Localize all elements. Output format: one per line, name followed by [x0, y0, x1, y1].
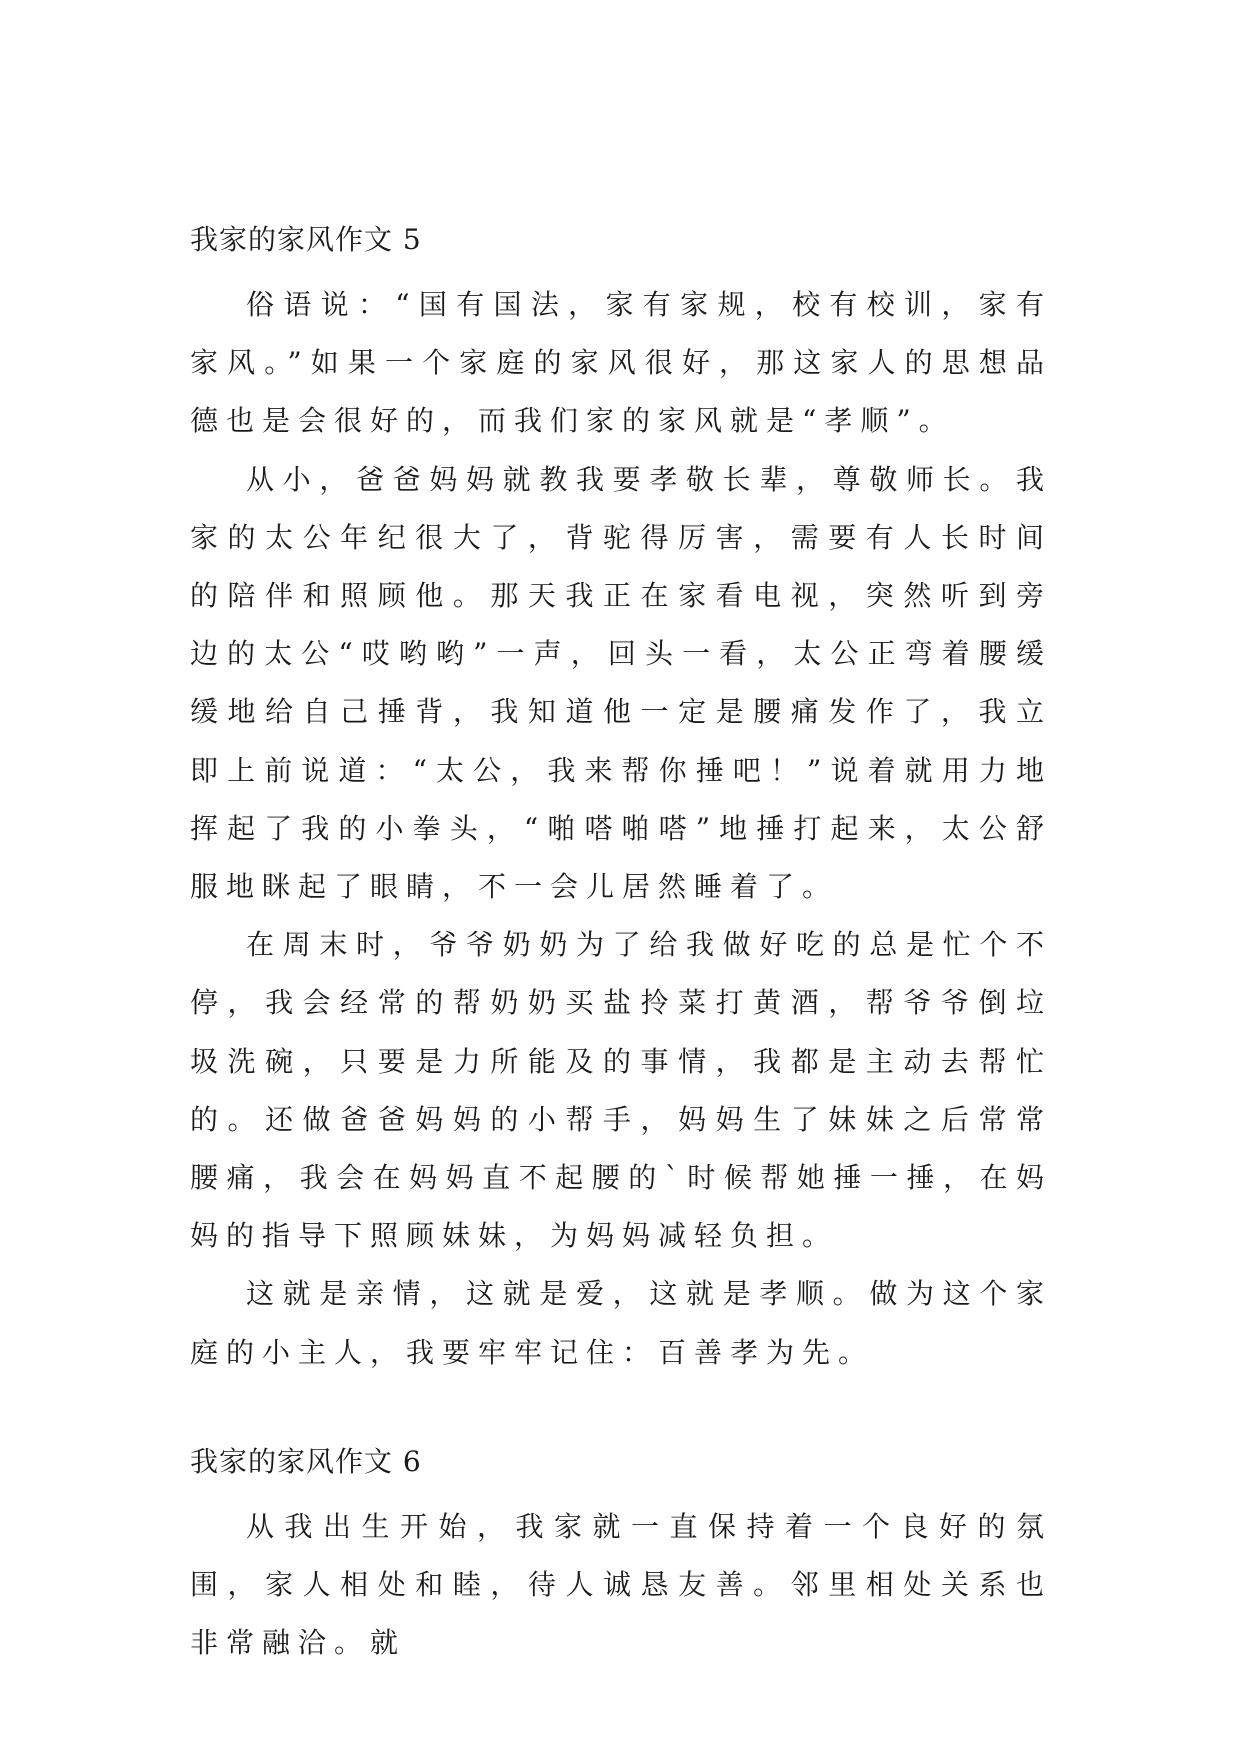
paragraph: 从我出生开始，我家就一直保持着一个良好的氛围，家人相处和睦，待人诚恳友善。邻里相处关系也非常融洽。就: [190, 1509, 1052, 1660]
document-body: [190, 218, 1052, 1672]
essay-section-5: [190, 218, 1052, 1382]
section-title: 我家的家风作文 6: [190, 1444, 422, 1478]
section-title: 我家的家风作文 5: [190, 223, 422, 256]
paragraph: 这就是亲情，这就是爱，这就是孝顺。做为这个家庭的小主人，我要牢牢记住：百善孝为先。: [190, 1277, 1052, 1369]
essay-section-6: [190, 1440, 1052, 1673]
paragraph: 从小，爸爸妈妈就教我要孝敬长辈，尊敬师长。我家的太公年纪很大了，背驼得厉害，需要有人长时间的陪伴和照顾他。那天我正在家看电视，突然听到旁边的太公“哎哟哟”一声，回头一看，太公正弯着腰缓缓地给自己捶背，我知道他一定是腰痛发作了，我立即上前说道：“太公，我来帮你捶吧！”说着就用力地挥起了我的小拳头，“啪嗒啪嗒”地捶打起来，太公舒服地眯起了眼睛，不一会儿居然睡着了。: [190, 462, 1052, 904]
paragraph: 在周末时，爷爷奶奶为了给我做好吃的总是忙个不停，我会经常的帮奶奶买盐拎菜打黄酒，帮爷爷倒垃圾洗碗，只要是力所能及的事情，我都是主动去帮忙的。还做爸爸妈妈的小帮手，妈妈生了妹妹之后常常腰痛，我会在妈妈直不起腰的`时候帮她捶一捶，在妈妈的指导下照顾妹妹，为妈妈减轻负担。: [190, 928, 1052, 1253]
paragraph: 俗语说：“国有国法，家有家规，校有校训，家有家风。”如果一个家庭的家风很好，那这家人的思想品德也是会很好的，而我们家的家风就是“孝顺”。: [190, 288, 1052, 438]
